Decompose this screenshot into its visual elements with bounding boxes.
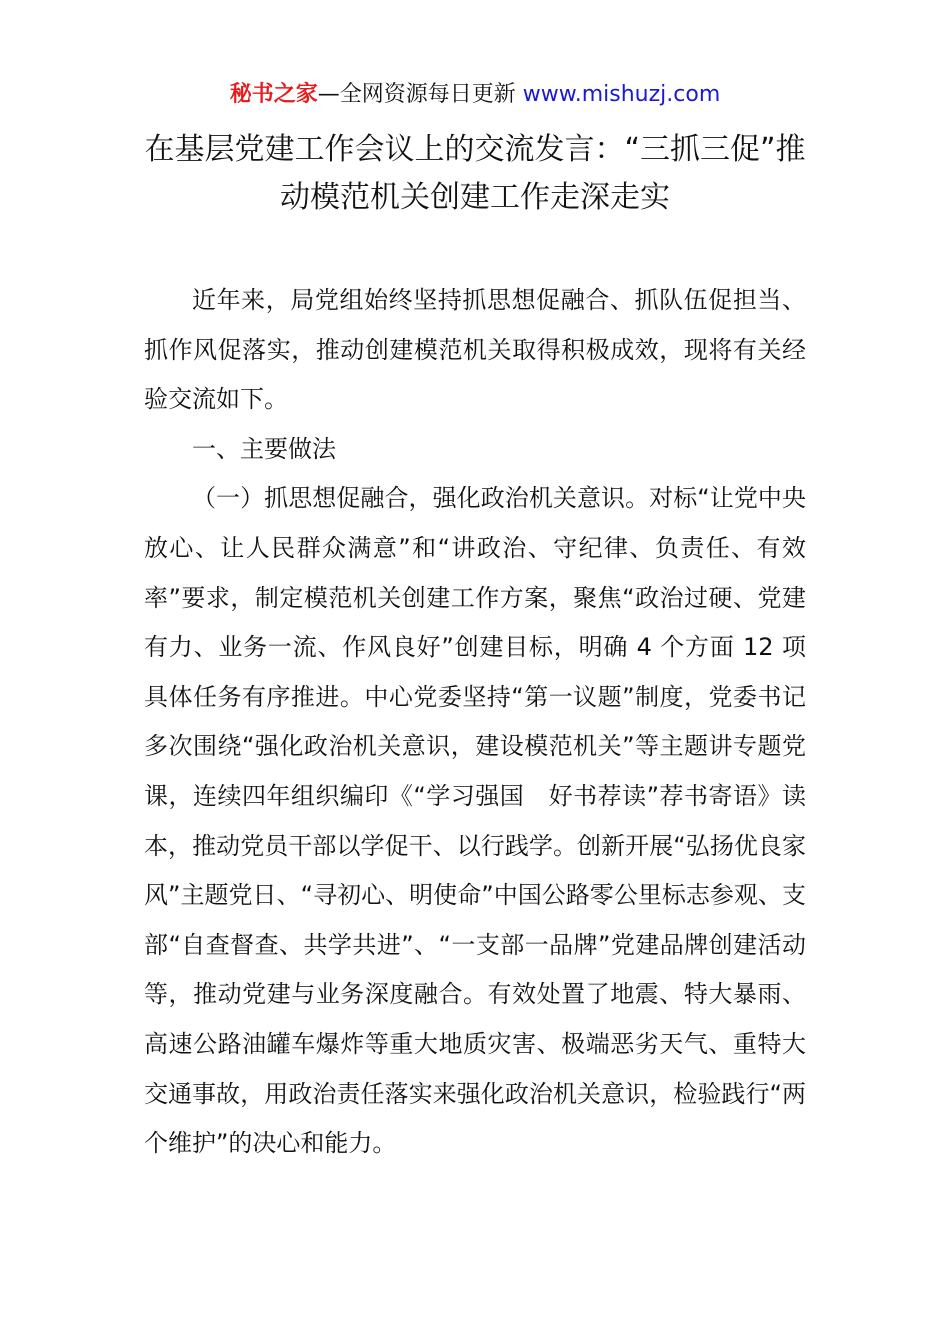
site-url-link[interactable]: www.mishuzj.com [522,82,721,107]
header-tagline: —全网资源每日更新 [317,82,516,107]
document-body [144,276,806,1169]
brand-name: 秘书之家 [229,82,318,107]
subsection-paragraph: （一）抓思想促融合，强化政治机关意识。对标“让党中央放心、让人民群众满意”和“讲政治、守纪律、负责任、有效率”要求，制定模范机关创建工作方案，聚焦“政治过硬、党建有力、业务一流、作风良好”创建目标，明确 4 个方面 12 项具体任务有序推进。中心党委坚持“第一议题”制度，党委书记多次围绕“强化政治机关意识，建设模范机关”等主题讲专题党课，连续四年组织编印《“学习强国 好书荐读”荐书寄语》读本，推动党员干部以学促干、以行践学。创新开展“弘扬优良家风”主题党日、“寻初心、明使命”中国公路零公里标志参观、支部“自查督查、共学共进”、“一支部一品牌”党建品牌创建活动等，推动党建与业务深度融合。有效处置了地震、特大暴雨、高速公路油罐车爆炸等重大地质灾害、极端恶劣天气、重特大交通事故，用政治责任落实来强化政治机关意识，检验践行“两个维护”的决心和能力。 [144,484,806,1158]
section-heading: 一、主要做法 [192,434,336,463]
site-header [0,80,950,110]
intro-paragraph: 近年来，局党组始终坚持抓思想促融合、抓队伍促担当、抓作风促落实，推动创建模范机关取得积极成效，现将有关经验交流如下。 [144,286,806,414]
document-title: 在基层党建工作会议上的交流发言：“三抓三促”推动模范机关创建工作走深走实 [144,132,806,215]
